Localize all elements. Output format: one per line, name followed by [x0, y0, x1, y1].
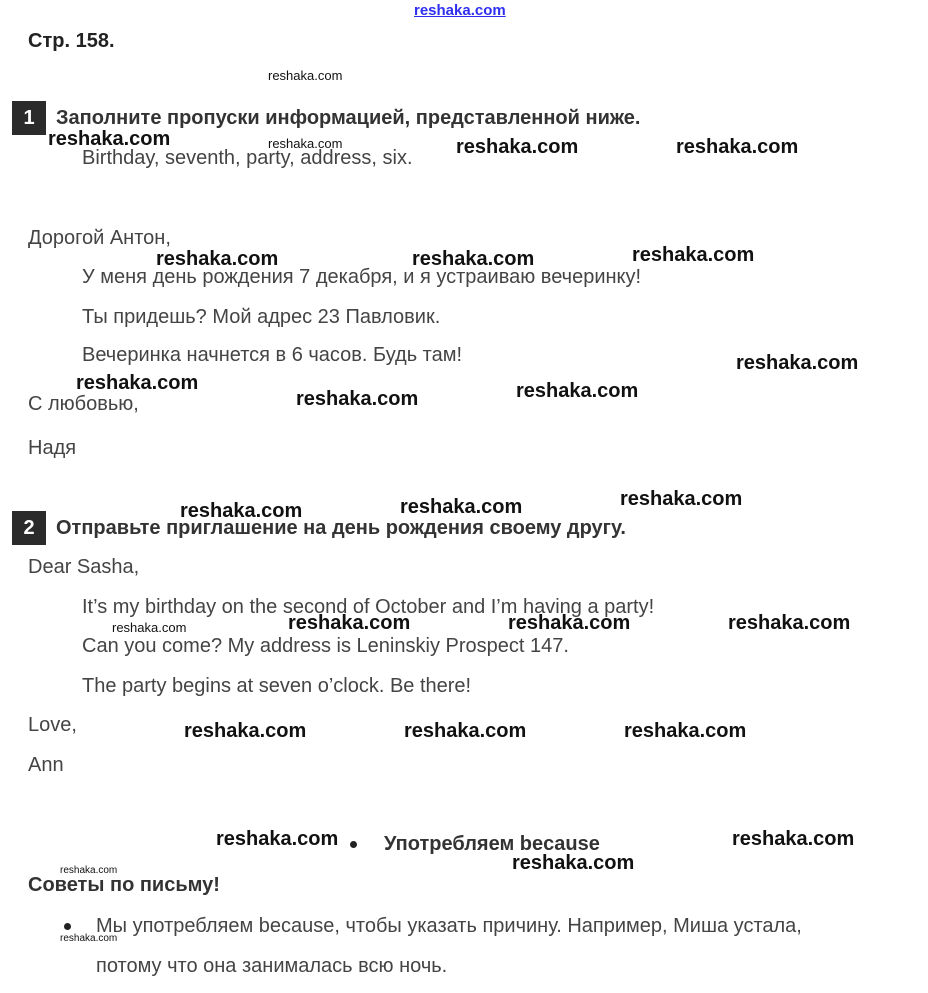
letter-line: Ты придешь? Мой адрес 23 Павловик. [82, 306, 441, 328]
watermark: reshaka.com [400, 496, 523, 518]
tip-text: Мы употребляем because, чтобы указать причину. Например, Миша устала, [96, 915, 802, 937]
watermark: reshaka.com [412, 248, 535, 270]
exercise-number-badge: 1 [12, 101, 46, 135]
exercise-title: Заполните пропуски информацией, представленной ниже. [56, 107, 641, 129]
tips-title: Советы по письму! [28, 874, 220, 896]
tip-text: потому что она занималась всю ночь. [96, 955, 448, 977]
word-bank: Birthday, seventh, party, address, six. [82, 147, 413, 169]
watermark-top[interactable]: reshaka.com [414, 2, 506, 19]
page-reference: Стр. 158. [28, 30, 115, 52]
letter-closing: С любовью, [28, 393, 139, 415]
watermark: reshaka.com [728, 612, 851, 634]
watermark: reshaka.com [624, 720, 747, 742]
watermark: reshaka.com [268, 136, 343, 151]
watermark: reshaka.com [512, 852, 635, 874]
watermark: reshaka.com [112, 620, 187, 635]
letter-signature: Надя [28, 437, 77, 459]
watermark: reshaka.com [736, 352, 859, 374]
watermark: reshaka.com [216, 828, 339, 850]
watermark: reshaka.com [156, 248, 279, 270]
letter-line: У меня день рождения 7 декабря, и я устраиваю вечеринку! [82, 266, 642, 288]
watermark: reshaka.com [60, 933, 118, 944]
watermark: reshaka.com [60, 865, 118, 876]
bullet-icon [350, 841, 357, 848]
exercise-title: Отправьте приглашение на день рождения своему другу. [56, 517, 626, 539]
exercise-number-badge: 2 [12, 511, 46, 545]
letter-line: The party begins at seven o’clock. Be there! [82, 675, 472, 697]
watermark: reshaka.com [676, 136, 799, 158]
letter-line: Can you come? My address is Leninskiy Prospect 147. [82, 635, 569, 657]
watermark: reshaka.com [296, 388, 419, 410]
watermark: reshaka.com [620, 488, 743, 510]
letter-greeting: Дорогой Антон, [28, 227, 171, 249]
watermark: reshaka.com [288, 612, 411, 634]
watermark: reshaka.com [180, 500, 303, 522]
watermark: reshaka.com [456, 136, 579, 158]
section-heading: Употребляем because [384, 833, 600, 855]
bullet-icon [64, 923, 71, 930]
watermark: reshaka.com [632, 244, 755, 266]
letter-line: It’s my birthday on the second of October and I’m having a party! [82, 596, 655, 618]
watermark: reshaka.com [508, 612, 631, 634]
watermark: reshaka.com [48, 128, 171, 150]
letter-closing: Love, [28, 714, 77, 736]
watermark: reshaka.com [516, 380, 639, 402]
watermark: reshaka.com [732, 828, 855, 850]
watermark: reshaka.com [76, 372, 199, 394]
watermark: reshaka.com [404, 720, 527, 742]
letter-line: Вечеринка начнется в 6 часов. Будь там! [82, 344, 463, 366]
letter-greeting: Dear Sasha, [28, 556, 140, 578]
letter-signature: Ann [28, 754, 64, 776]
watermark: reshaka.com [268, 68, 343, 83]
watermark: reshaka.com [184, 720, 307, 742]
